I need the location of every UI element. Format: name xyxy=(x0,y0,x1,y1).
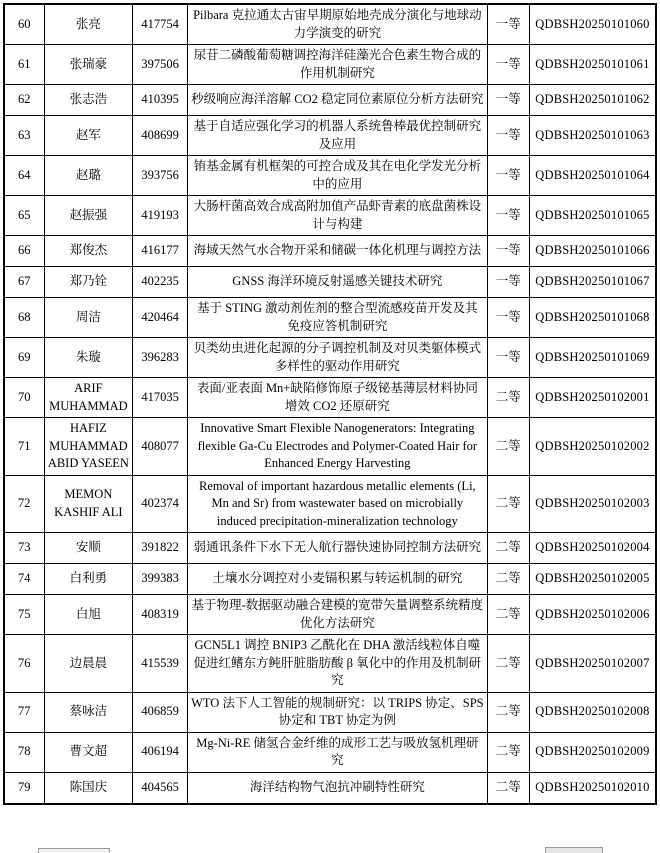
table-row xyxy=(4,267,656,298)
cell-cert-no: QDBSH20250101069 xyxy=(529,338,656,378)
cell-cert-no: QDBSH20250102005 xyxy=(529,564,656,595)
cell-seq: 74 xyxy=(4,564,44,595)
cell-app-no: 417754 xyxy=(133,4,188,45)
table-row xyxy=(4,196,656,236)
table-row xyxy=(4,156,656,196)
cell-app-no: 408319 xyxy=(133,595,188,635)
cell-title: GNSS 海洋环境反射遥感关键技术研究 xyxy=(188,267,488,298)
cell-name: 赵璐 xyxy=(44,156,133,196)
table-row xyxy=(4,635,656,693)
cell-seq: 77 xyxy=(4,692,44,732)
cell-title: 大肠杆菌高效合成高附加值产品虾青素的底盘菌株设计与构建 xyxy=(188,196,488,236)
cell-cert-no: QDBSH20250101068 xyxy=(529,298,656,338)
cell-title: 基于 STING 激动剂佐剂的整合型流感疫苗开发及其免疫应答机制研究 xyxy=(188,298,488,338)
cell-title: 土壤水分调控对小麦镉积累与转运机制的研究 xyxy=(188,564,488,595)
cell-title: GCN5L1 调控 BNIP3 乙酰化在 DHA 激活线粒体自噬促进红鳍东方鲀肝脏脂肪酸 β 氧化中的作用及机制研究 xyxy=(188,635,488,693)
cell-cert-no: QDBSH20250102010 xyxy=(529,772,656,804)
cell-title: Removal of important hazardous metallic elements (Li, Mn and Sr) from wastewater based on microbially induced precipitation-mineralization technology xyxy=(188,475,488,533)
cell-title: 基于物理-数据驱动融合建模的宽带矢量调整系统精度优化方法研究 xyxy=(188,595,488,635)
cell-cert-no: QDBSH20250101060 xyxy=(529,4,656,45)
cell-name: 陈国庆 xyxy=(44,772,133,804)
cell-title: Innovative Smart Flexible Nanogenerators: Integrating flexible Ga-Cu Electrodes and Polymer-Coated Hair for Enhanced Energy Harvesting xyxy=(188,418,488,476)
cell-app-no: 410395 xyxy=(133,85,188,116)
cell-app-no: 408699 xyxy=(133,116,188,156)
cell-grade: 二等 xyxy=(487,564,529,595)
cell-cert-no: QDBSH20250102007 xyxy=(529,635,656,693)
next-page-table-fragment-left xyxy=(38,848,110,853)
cell-cert-no: QDBSH20250101066 xyxy=(529,236,656,267)
cell-title: 贝类幼虫进化起源的分子调控机制及对贝类躯体模式多样性的驱动作用研究 xyxy=(188,338,488,378)
cell-seq: 66 xyxy=(4,236,44,267)
cell-seq: 70 xyxy=(4,378,44,418)
cell-seq: 78 xyxy=(4,732,44,772)
cell-grade: 一等 xyxy=(487,196,529,236)
table-row xyxy=(4,4,656,45)
cell-app-no: 393756 xyxy=(133,156,188,196)
cell-seq: 62 xyxy=(4,85,44,116)
table-row xyxy=(4,564,656,595)
cell-seq: 61 xyxy=(4,45,44,85)
table-row xyxy=(4,692,656,732)
cell-title: WTO 法下人工智能的规制研究：以 TRIPS 协定、SPS 协定和 TBT 协定为例 xyxy=(188,692,488,732)
cell-title: 铕基金属有机框架的可控合成及其在电化学发光分析中的应用 xyxy=(188,156,488,196)
cell-grade: 一等 xyxy=(487,338,529,378)
cell-grade: 一等 xyxy=(487,236,529,267)
cell-name: 郑俊杰 xyxy=(44,236,133,267)
cell-cert-no: QDBSH20250102006 xyxy=(529,595,656,635)
cell-name: HAFIZ MUHAMMAD ABID YASEEN xyxy=(44,418,133,476)
cell-title: 海域天然气水合物开采和储碳一体化机理与调控方法 xyxy=(188,236,488,267)
cell-grade: 一等 xyxy=(487,267,529,298)
cell-name: 朱璇 xyxy=(44,338,133,378)
cell-cert-no: QDBSH20250102002 xyxy=(529,418,656,476)
cell-cert-no: QDBSH20250102008 xyxy=(529,692,656,732)
cell-cert-no: QDBSH20250101067 xyxy=(529,267,656,298)
cell-app-no: 417035 xyxy=(133,378,188,418)
table-row xyxy=(4,418,656,476)
cell-app-no: 419193 xyxy=(133,196,188,236)
cell-cert-no: QDBSH20250102003 xyxy=(529,475,656,533)
cell-name: 郑乃铨 xyxy=(44,267,133,298)
cell-seq: 65 xyxy=(4,196,44,236)
cell-app-no: 420464 xyxy=(133,298,188,338)
cell-grade: 二等 xyxy=(487,692,529,732)
cell-cert-no: QDBSH20250101065 xyxy=(529,196,656,236)
table-row xyxy=(4,475,656,533)
cell-name: ARIF MUHAMMAD xyxy=(44,378,133,418)
cell-grade: 一等 xyxy=(487,116,529,156)
cell-name: 曹文超 xyxy=(44,732,133,772)
cell-name: MEMON KASHIF ALI xyxy=(44,475,133,533)
cell-name: 蔡咏洁 xyxy=(44,692,133,732)
cell-title: 弱通讯条件下水下无人航行器快速协同控制方法研究 xyxy=(188,533,488,564)
cell-seq: 68 xyxy=(4,298,44,338)
cell-seq: 63 xyxy=(4,116,44,156)
cell-seq: 73 xyxy=(4,533,44,564)
table-row xyxy=(4,338,656,378)
cell-title: 尿苷二磷酸葡萄糖调控海洋硅藻光合色素生物合成的作用机制研究 xyxy=(188,45,488,85)
cell-grade: 二等 xyxy=(487,635,529,693)
cell-name: 张志浩 xyxy=(44,85,133,116)
cell-cert-no: QDBSH20250102004 xyxy=(529,533,656,564)
cell-app-no: 416177 xyxy=(133,236,188,267)
cell-grade: 一等 xyxy=(487,298,529,338)
table-row xyxy=(4,533,656,564)
cell-cert-no: QDBSH20250101064 xyxy=(529,156,656,196)
cell-seq: 76 xyxy=(4,635,44,693)
cell-seq: 75 xyxy=(4,595,44,635)
cell-name: 赵振强 xyxy=(44,196,133,236)
cell-name: 白旭 xyxy=(44,595,133,635)
cell-app-no: 391822 xyxy=(133,533,188,564)
cell-app-no: 399383 xyxy=(133,564,188,595)
cell-name: 张亮 xyxy=(44,4,133,45)
cell-seq: 69 xyxy=(4,338,44,378)
cell-title: Mg-Ni-RE 储氢合金纤维的成形工艺与吸放氢机理研究 xyxy=(188,732,488,772)
award-table-body xyxy=(4,4,656,804)
cell-seq: 60 xyxy=(4,4,44,45)
cell-seq: 64 xyxy=(4,156,44,196)
cell-grade: 一等 xyxy=(487,85,529,116)
cell-app-no: 397506 xyxy=(133,45,188,85)
cell-cert-no: QDBSH20250102001 xyxy=(529,378,656,418)
cell-grade: 二等 xyxy=(487,418,529,476)
cell-grade: 二等 xyxy=(487,475,529,533)
cell-name: 赵军 xyxy=(44,116,133,156)
cell-app-no: 402235 xyxy=(133,267,188,298)
cell-grade: 一等 xyxy=(487,156,529,196)
table-row xyxy=(4,732,656,772)
table-row xyxy=(4,85,656,116)
cell-app-no: 406859 xyxy=(133,692,188,732)
table-row xyxy=(4,116,656,156)
cell-grade: 二等 xyxy=(487,772,529,804)
cell-name: 白利勇 xyxy=(44,564,133,595)
table-row xyxy=(4,236,656,267)
cell-grade: 二等 xyxy=(487,595,529,635)
table-row xyxy=(4,378,656,418)
table-row xyxy=(4,298,656,338)
table-row xyxy=(4,772,656,804)
cell-title: 秒级响应海洋溶解 CO2 稳定同位素原位分析方法研究 xyxy=(188,85,488,116)
cell-app-no: 402374 xyxy=(133,475,188,533)
cell-grade: 一等 xyxy=(487,4,529,45)
cell-cert-no: QDBSH20250102009 xyxy=(529,732,656,772)
cell-grade: 二等 xyxy=(487,378,529,418)
cell-grade: 一等 xyxy=(487,45,529,85)
cell-seq: 67 xyxy=(4,267,44,298)
cell-name: 张瑞豪 xyxy=(44,45,133,85)
cell-app-no: 396283 xyxy=(133,338,188,378)
cell-grade: 二等 xyxy=(487,533,529,564)
cell-title: Pilbara 克拉通太古宙早期原始地壳成分演化与地球动力学演变的研究 xyxy=(188,4,488,45)
cell-app-no: 415539 xyxy=(133,635,188,693)
cell-cert-no: QDBSH20250101062 xyxy=(529,85,656,116)
table-row xyxy=(4,595,656,635)
cell-app-no: 408077 xyxy=(133,418,188,476)
cell-name: 周洁 xyxy=(44,298,133,338)
cell-title: 表面/亚表面 Mn+缺陷修饰原子级铋基薄层材料协同增效 CO2 还原研究 xyxy=(188,378,488,418)
award-list-table xyxy=(3,3,657,805)
cell-name: 安顺 xyxy=(44,533,133,564)
cell-grade: 二等 xyxy=(487,732,529,772)
cell-title: 海洋结构物气泡抗冲刷特性研究 xyxy=(188,772,488,804)
cell-seq: 72 xyxy=(4,475,44,533)
cell-cert-no: QDBSH20250101061 xyxy=(529,45,656,85)
cell-cert-no: QDBSH20250101063 xyxy=(529,116,656,156)
cell-title: 基于自适应强化学习的机器人系统鲁棒最优控制研究及应用 xyxy=(188,116,488,156)
cell-app-no: 406194 xyxy=(133,732,188,772)
cell-name: 边晨晨 xyxy=(44,635,133,693)
cell-seq: 71 xyxy=(4,418,44,476)
table-row xyxy=(4,45,656,85)
next-page-table-fragment-right xyxy=(545,847,603,853)
cell-seq: 79 xyxy=(4,772,44,804)
cell-app-no: 404565 xyxy=(133,772,188,804)
